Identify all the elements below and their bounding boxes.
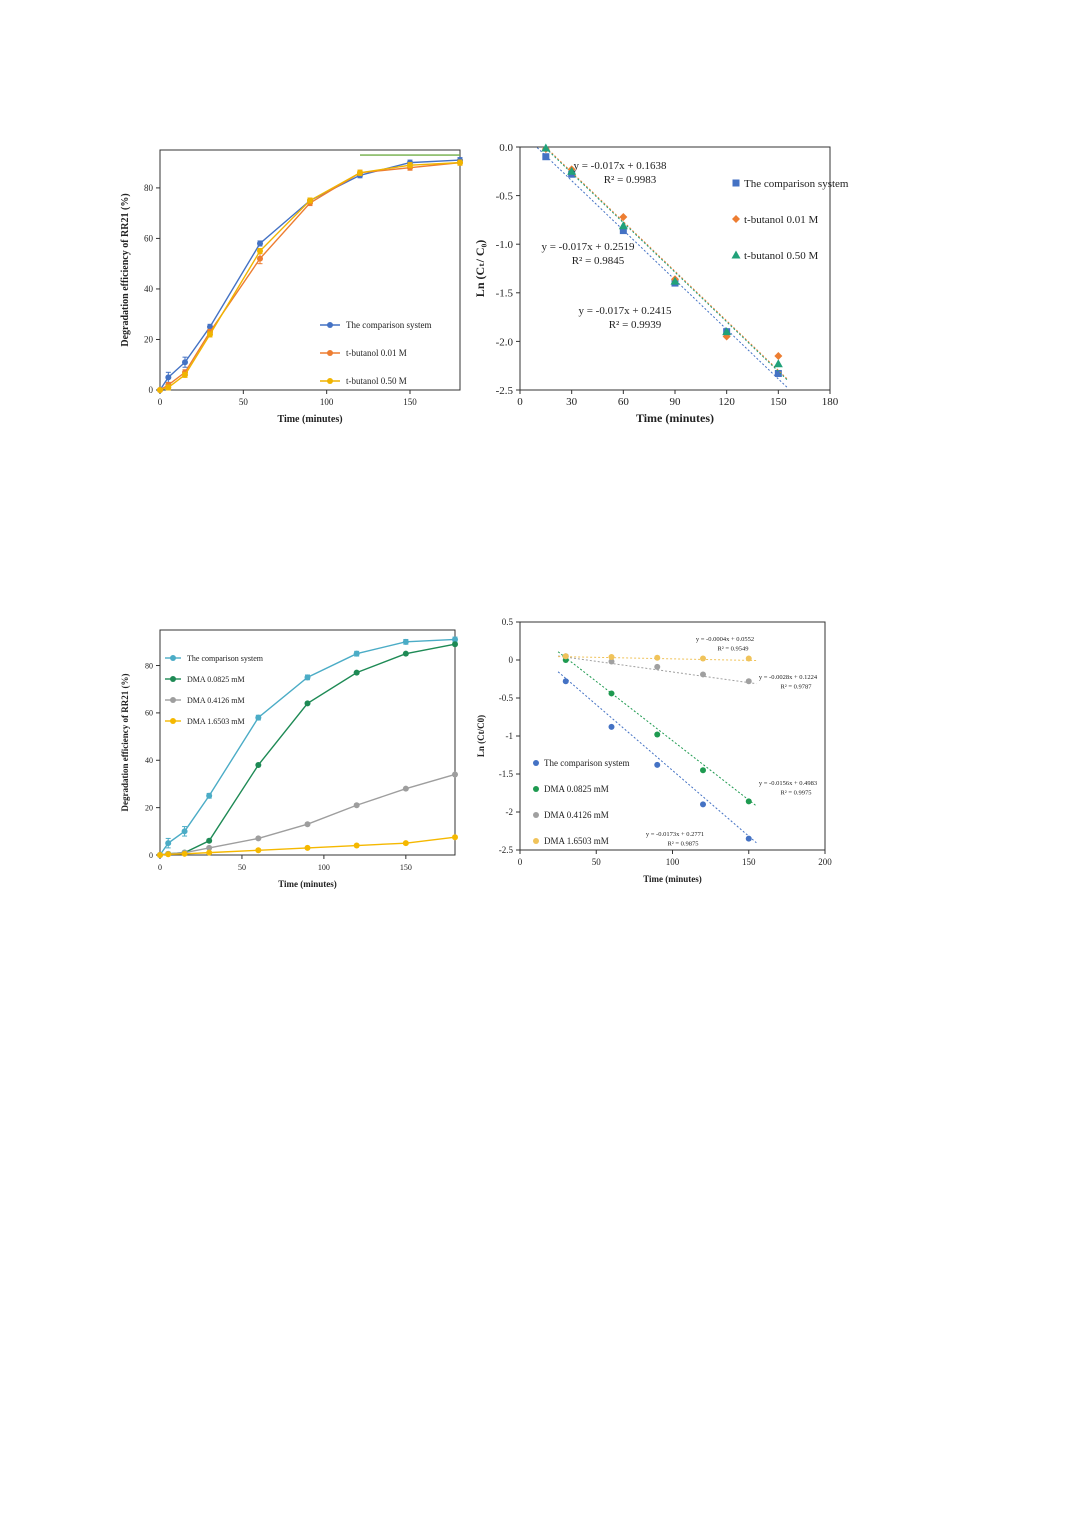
y-tick-label: -1.5 <box>498 769 513 780</box>
legend-label: The comparison system <box>346 320 432 331</box>
x-tick-label: 50 <box>238 397 248 407</box>
data-point <box>354 802 360 808</box>
y-tick-label: -2.5 <box>495 384 513 397</box>
data-point <box>619 213 627 221</box>
legend-marker <box>327 378 333 384</box>
y-tick-label: 40 <box>145 756 153 766</box>
data-point <box>182 359 188 365</box>
y-tick-label: 40 <box>144 284 153 295</box>
r-squared-text: R² = 0.9975 <box>780 789 812 797</box>
data-point <box>257 248 263 254</box>
x-tick-label: 50 <box>237 863 246 872</box>
chart-panel-c <box>110 615 470 900</box>
legend-label: t-butanol 0.50 M <box>744 249 819 262</box>
y-axis-label: Ln (Cₜ/ C₀) <box>473 239 487 298</box>
y-tick-label: -1.0 <box>495 239 513 252</box>
x-tick-label: 150 <box>742 857 756 867</box>
legend-marker <box>533 812 539 818</box>
y-tick-label: -1 <box>505 731 513 742</box>
x-tick-label: 200 <box>818 857 832 867</box>
y-tick-label: 0 <box>149 850 153 860</box>
x-axis-label: Time (minutes) <box>278 879 337 889</box>
y-tick-label: 20 <box>144 334 153 345</box>
legend-marker <box>733 180 740 187</box>
data-point <box>206 850 212 856</box>
data-point <box>774 359 783 367</box>
data-point <box>182 372 188 378</box>
annotation-0 <box>696 636 754 653</box>
data-point <box>403 840 409 846</box>
legend-label: DMA 0.4126 mM <box>187 695 245 705</box>
data-point <box>452 834 458 840</box>
legend <box>165 654 264 726</box>
x-axis-label: Time (minutes) <box>635 411 715 425</box>
data-point <box>255 715 261 721</box>
data-point <box>563 678 569 684</box>
data-point <box>746 655 752 661</box>
y-axis-label: Degradation efficiency of RR21 (%) <box>120 193 131 347</box>
equation-text: y = -0.0156x + 0.4983 <box>758 780 818 787</box>
y-tick-label: -2.5 <box>498 845 513 856</box>
data-point <box>305 674 311 680</box>
series-line <box>160 163 460 390</box>
series-line <box>160 163 460 390</box>
y-tick-label: 0.5 <box>501 617 513 628</box>
y-tick-label: -0.5 <box>495 190 513 203</box>
data-point <box>165 840 171 846</box>
data-point <box>257 240 263 246</box>
x-tick-label: 30 <box>566 396 578 408</box>
data-point <box>700 671 706 677</box>
equation-text: y = -0.017x + 0.1638 <box>573 160 667 172</box>
data-point <box>407 162 413 168</box>
data-point <box>206 793 212 799</box>
r-squared-text: R² = 0.9939 <box>608 319 662 331</box>
legend-marker <box>327 322 333 328</box>
data-point <box>403 639 409 645</box>
data-point <box>654 731 660 737</box>
legend-label: DMA 1.6503 mM <box>544 836 609 847</box>
annotation-3 <box>646 831 704 848</box>
x-axis-label: Time (minutes) <box>643 874 702 884</box>
data-point <box>609 690 615 696</box>
chart-panel-a <box>110 135 470 440</box>
legend-label: t-butanol 0.50 M <box>346 376 407 387</box>
data-point <box>307 198 313 204</box>
series-3 <box>558 653 756 661</box>
equation-text: y = -0.017x + 0.2415 <box>578 305 672 317</box>
data-point <box>700 767 706 773</box>
data-point <box>255 847 261 853</box>
x-tick-label: 90 <box>669 396 681 408</box>
chart-c <box>110 615 470 895</box>
legend-marker <box>533 786 539 792</box>
data-point <box>165 384 171 390</box>
data-point <box>457 160 463 166</box>
x-tick-label: 100 <box>317 863 330 872</box>
data-point <box>403 651 409 657</box>
y-tick-label: -2 <box>505 807 513 818</box>
data-point <box>305 700 311 706</box>
data-point <box>563 653 569 659</box>
x-tick-label: 50 <box>591 857 601 867</box>
equation-text: y = -0.0004x + 0.0552 <box>695 636 755 643</box>
series-2 <box>157 160 463 393</box>
equation-text: y = -0.0173x + 0.2771 <box>645 831 705 838</box>
legend-marker <box>170 655 176 661</box>
chart-panel-b <box>470 135 850 440</box>
y-tick-label: 0 <box>508 655 513 666</box>
data-point <box>182 851 188 857</box>
series-line <box>160 160 460 390</box>
y-tick-label: 60 <box>145 708 153 718</box>
annotation-2 <box>759 780 817 797</box>
x-tick-label: 0 <box>158 863 162 872</box>
x-tick-label: 100 <box>319 397 334 407</box>
data-point <box>354 651 360 657</box>
data-point <box>774 352 782 360</box>
data-point <box>654 664 660 670</box>
y-tick-label: 20 <box>145 803 153 813</box>
data-point <box>452 771 458 777</box>
data-point <box>542 153 549 160</box>
y-tick-label: 0 <box>148 385 153 396</box>
legend-label: DMA 1.6503 mM <box>187 716 245 726</box>
data-point <box>700 801 706 807</box>
legend-marker <box>732 251 741 259</box>
data-point <box>700 655 706 661</box>
x-tick-label: 0 <box>517 857 523 867</box>
x-tick-label: 0 <box>157 397 163 407</box>
chart-a <box>110 135 470 435</box>
legend-marker <box>170 676 176 682</box>
data-point <box>654 762 660 768</box>
legend-label: DMA 0.4126 mM <box>544 810 609 821</box>
data-point <box>182 828 188 834</box>
chart-b <box>470 135 850 435</box>
x-tick-label: 150 <box>403 397 417 407</box>
series-1 <box>157 160 463 393</box>
legend-marker <box>170 718 176 724</box>
data-point <box>746 678 752 684</box>
x-tick-label: 60 <box>617 396 629 408</box>
r-squared-text: R² = 0.9875 <box>667 840 699 848</box>
legend-marker <box>533 760 539 766</box>
r-squared-text: R² = 0.9549 <box>717 645 749 653</box>
data-point <box>206 838 212 844</box>
trend-line <box>558 652 756 806</box>
y-axis-label: Degradation efficiency of RR21 (%) <box>120 673 130 812</box>
y-tick-label: 0.0 <box>499 141 513 154</box>
data-point <box>165 374 171 380</box>
data-point <box>452 641 458 647</box>
x-tick-label: 150 <box>399 863 412 872</box>
legend-label: t-butanol 0.01 M <box>346 348 407 359</box>
legend-marker <box>327 350 333 356</box>
data-point <box>305 845 311 851</box>
data-point <box>207 331 213 337</box>
data-point <box>165 851 171 857</box>
series-0 <box>157 157 463 393</box>
annotation-1 <box>759 674 818 691</box>
data-point <box>305 821 311 827</box>
data-point <box>609 724 615 730</box>
chart-panel-d <box>470 610 850 905</box>
data-point <box>609 654 615 660</box>
data-point <box>403 786 409 792</box>
x-axis-label: Time (minutes) <box>277 414 343 425</box>
y-tick-label: -0.5 <box>498 693 513 704</box>
r-squared-text: R² = 0.9983 <box>603 174 657 186</box>
data-point <box>354 670 360 676</box>
series-3 <box>157 834 458 858</box>
legend <box>320 320 431 386</box>
annotation-0 <box>573 160 667 186</box>
data-point <box>255 835 261 841</box>
r-squared-text: R² = 0.9787 <box>780 683 812 691</box>
y-tick-label: -2.0 <box>495 336 513 349</box>
chart-d <box>470 610 850 900</box>
equation-text: y = -0.0028x + 0.1224 <box>758 674 818 681</box>
x-tick-label: 100 <box>665 857 680 867</box>
data-point <box>654 655 660 661</box>
x-tick-label: 180 <box>821 396 839 408</box>
legend-marker <box>732 215 740 223</box>
x-tick-label: 150 <box>770 396 787 408</box>
data-point <box>157 852 163 858</box>
r-squared-text: R² = 0.9845 <box>571 255 625 267</box>
data-point <box>354 843 360 849</box>
data-point <box>746 836 752 842</box>
y-tick-label: -1.5 <box>495 287 513 300</box>
series-1 <box>558 652 756 806</box>
y-tick-label: 80 <box>145 661 153 671</box>
legend-label: The comparison system <box>744 177 849 190</box>
x-tick-label: 0 <box>517 396 523 408</box>
legend-label: DMA 0.0825 mM <box>544 784 609 795</box>
equation-text: y = -0.017x + 0.2519 <box>541 241 635 253</box>
data-point <box>257 256 263 262</box>
data-point <box>357 170 363 176</box>
legend-marker <box>533 838 539 844</box>
y-tick-label: 80 <box>144 183 153 194</box>
annotation-1 <box>541 241 635 267</box>
legend-label: The comparison system <box>544 758 630 769</box>
legend <box>732 178 849 262</box>
data-point <box>255 762 261 768</box>
data-point <box>746 798 752 804</box>
legend-marker <box>170 697 176 703</box>
annotation-2 <box>578 305 672 331</box>
y-axis-label: Ln (Ct/C0) <box>476 714 486 758</box>
x-tick-label: 120 <box>718 396 735 408</box>
legend-label: The comparison system <box>187 653 263 663</box>
legend-label: DMA 0.0825 mM <box>187 674 245 684</box>
data-point <box>157 387 163 393</box>
plot-frame <box>160 150 460 390</box>
legend <box>533 758 629 846</box>
legend-label: t-butanol 0.01 M <box>744 213 819 226</box>
y-tick-label: 60 <box>144 233 153 244</box>
